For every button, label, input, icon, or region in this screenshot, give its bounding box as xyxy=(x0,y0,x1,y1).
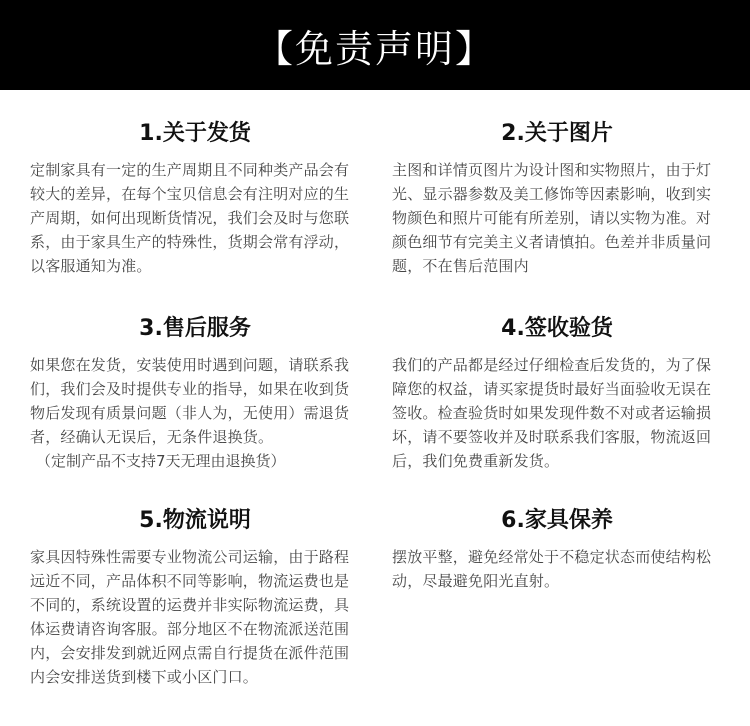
section-note: （定制产品不支持7天无理由退换货） xyxy=(36,452,286,470)
section-body: 我们的产品都是经过仔细检查后发货的，为了保障您的权益，请买家提货时最好当面验收无误在签收。检查验货时如果发现件数不对或者运输损坏，请不要签收并及时联系我们客服，物流返回后，我们免费重新发货。 xyxy=(392,356,712,470)
section-title: 2.关于图片 xyxy=(501,121,613,146)
section-inspection xyxy=(392,313,722,473)
page-title: 【免责声明】 xyxy=(254,26,495,71)
section-body: 家具因特殊性需要专业物流公司运输，由于路程远近不同，产品体积不同等影响，物流运费也是不同的，系统设置的运费并非实际物流运费，具体运费请咨询客服。部分地区不在物流派送范围内，会安排发到就近网点需自行提货在派件范围内会安排送货到楼下或小区门口。 xyxy=(30,548,350,686)
section-body: 摆放平整，避免经常处于不稳定状态而使结构松动，尽最避免阳光直射。 xyxy=(392,548,712,590)
section-title: 6.家具保养 xyxy=(501,508,613,533)
section-title: 1.关于发货 xyxy=(139,121,251,146)
section-title: 4.签收验货 xyxy=(501,316,613,341)
section-title: 5.物流说明 xyxy=(139,508,251,533)
section-shipping xyxy=(30,118,360,278)
section-body: 主图和详情页图片为设计图和实物照片，由于灯光、显示器参数及美工修饰等因素影响，收到实物颜色和照片可能有所差别，请以实物为准。对颜色细节有完美主义者请慎拍。色差并非质量问题，不在售后范围内 xyxy=(392,161,712,275)
section-body: 如果您在发货，安装使用时遇到问题，请联系我们，我们会及时提供专业的指导，如果在收到货物后发现有质景问题（非人为，无使用）需退货者，经确认无误后，无条件退换货。 xyxy=(30,356,350,446)
section-logistics xyxy=(30,505,360,689)
header-banner xyxy=(0,0,750,90)
section-maintenance xyxy=(392,505,722,593)
section-title: 3.售后服务 xyxy=(139,316,251,341)
section-images xyxy=(392,118,722,278)
section-body: 定制家具有一定的生产周期且不同种类产品会有较大的差异，在每个宝贝信息会有注明对应的生产周期，如何出现断货情况，我们会及时与您联系，由于家具生产的特殊性，货期会常有浮动，以客服通知为准。 xyxy=(30,161,350,275)
section-after-sales xyxy=(30,313,360,473)
